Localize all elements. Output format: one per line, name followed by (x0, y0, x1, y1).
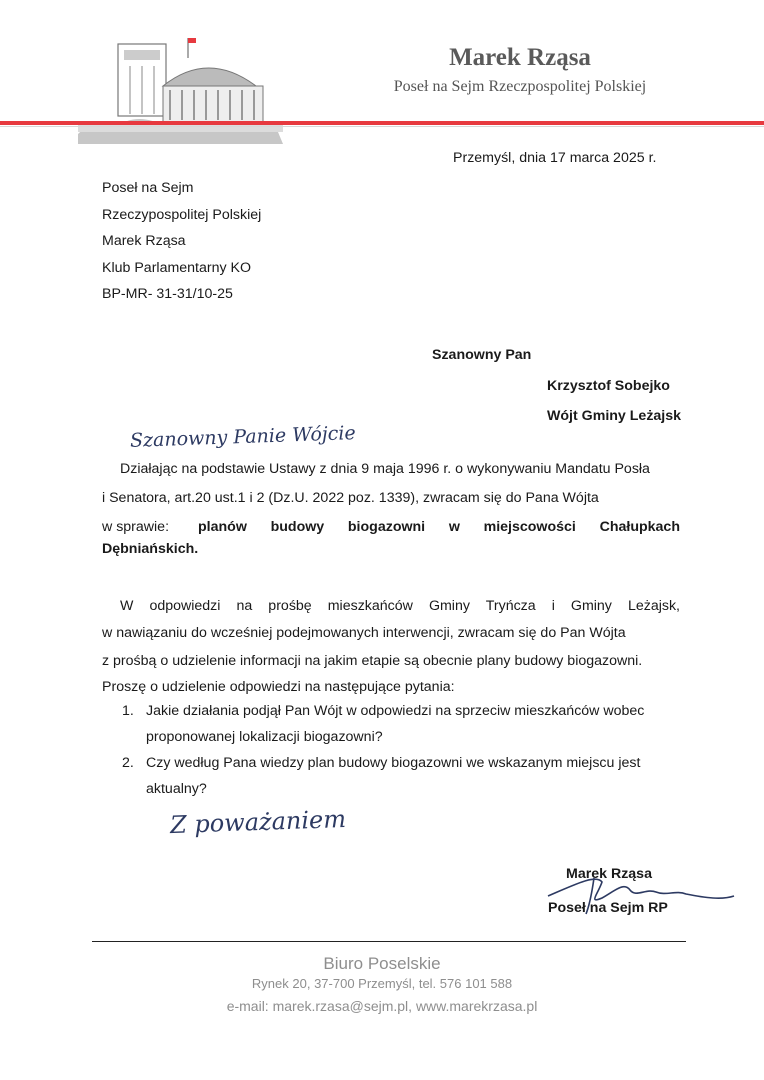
recipient-position: Wójt Gminy Leżajsk (547, 408, 682, 424)
paragraph1-subject-end: Dębniańskich. (102, 541, 199, 557)
sender-line: Rzeczypospolitej Polskiej (102, 206, 262, 223)
header-name: Marek Rząsa (449, 44, 591, 71)
paragraph2-line: w nawiązaniu do wcześniej podejmowanych interwencji, zwracam się do Pan Wójta (102, 625, 626, 641)
header-grey-rule (0, 126, 764, 127)
question-number: 2. (122, 755, 134, 771)
footer-contact: e-mail: marek.rzasa@sejm.pl, www.marekrzasa.pl (226, 998, 538, 1014)
paragraph1-line: Działając na podstawie Ustawy z dnia 9 maja 1996 r. o wykonywaniu Mandatu Posła (120, 461, 650, 477)
question-line: proponowanej lokalizacji biogazowni? (146, 729, 383, 745)
sender-line: Poseł na Sejm (102, 180, 194, 196)
question-line: aktualny? (146, 781, 207, 797)
paragraph1-line: i Senatora, art.20 ust.1 i 2 (Dz.U. 2022 poz. 1339), zwracam się do Pana Wójta (102, 490, 599, 506)
footer-rule (92, 941, 686, 942)
header-title: Poseł na Sejm Rzeczpospolitej Polskiej (393, 78, 647, 95)
paragraph2-line: W odpowiedzi na prośbę mieszkańców Gminy Tryńcza i Gminy Leżajsk, (120, 598, 680, 614)
sejm-building-icon (78, 36, 283, 144)
question-line: Jakie działania podjął Pan Wójt w odpowiedzi na sprzeciw mieszkańców wobec (146, 703, 645, 719)
paragraph1-line (102, 517, 680, 537)
sender-line: Marek Rząsa (102, 233, 186, 249)
sender-line: Klub Parlamentarny KO (102, 259, 252, 276)
paragraph2-line: z prośbą o udzielenie informacji na jakim etapie są obecnie plany budowy biogazowni. (102, 653, 643, 669)
header-red-rule (0, 121, 764, 125)
recipient-name: Krzysztof Sobejko (547, 378, 670, 394)
handwritten-closing: Z poważaniem (169, 804, 347, 840)
date-line: Przemyśl, dnia 17 marca 2025 r. (453, 150, 657, 166)
signature-name: Marek Rząsa (566, 866, 652, 882)
handwritten-greeting: Szanowny Panie Wójcie (129, 422, 357, 452)
sender-line: BP-MR- 31-31/10-25 (102, 286, 233, 302)
question-number: 1. (122, 703, 134, 719)
signature-role: Poseł na Sejm RP (548, 900, 668, 916)
sender-block (102, 175, 261, 308)
recipient-salutation: Szanowny Pan (432, 347, 532, 363)
footer-address: Rynek 20, 37-700 Przemyśl, tel. 576 101 588 (251, 976, 513, 991)
signature-scribble (546, 870, 736, 915)
question-line: Czy według Pana wiedzy plan budowy biogazowni we wskazanym miejscu jest (146, 755, 641, 771)
paragraph2-line: Proszę o udzielenie odpowiedzi na następujące pytania: (102, 679, 455, 695)
paragraph1-lead: w sprawie: (102, 519, 170, 535)
footer-office: Biuro Poselskie (323, 954, 441, 973)
paragraph1-subject: planów budowy biogazowni w miejscowości Chałupkach (198, 519, 680, 535)
